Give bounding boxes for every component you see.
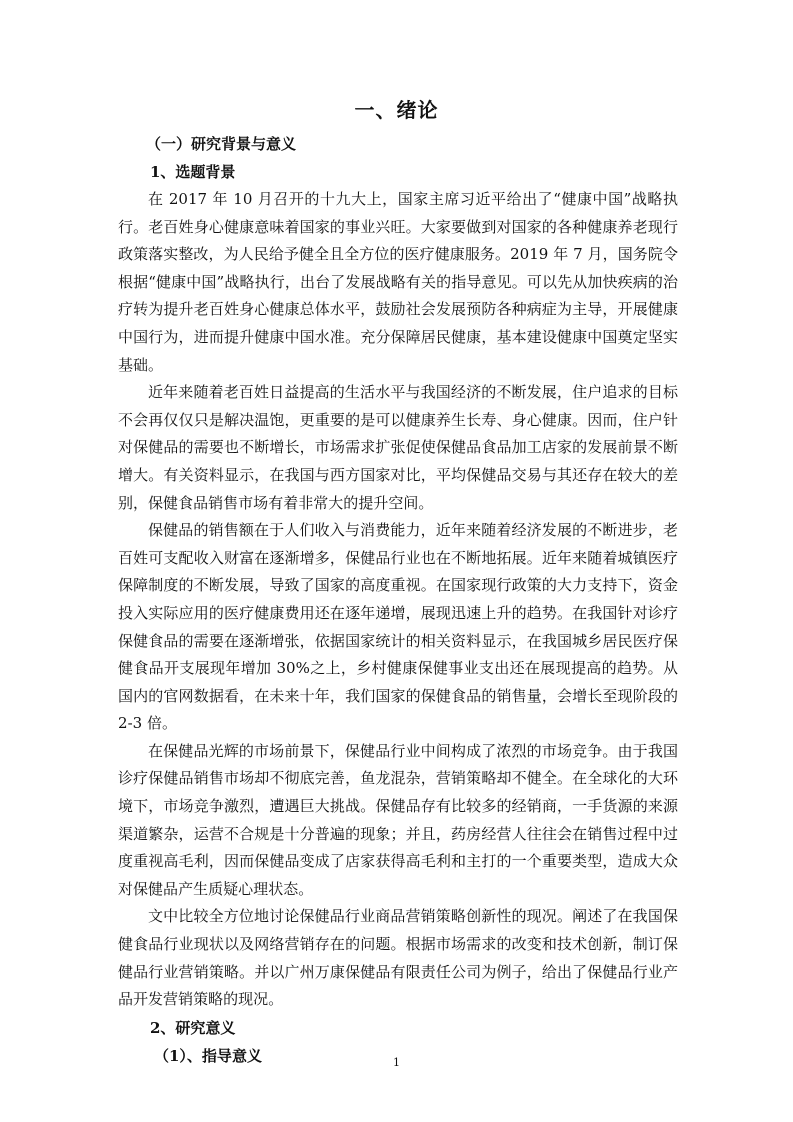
page-number: 1 <box>393 1056 400 1069</box>
subsection-heading-background: 1、选题背景 <box>150 163 236 181</box>
subsubsection-heading-guidance: （1）、指导意义 <box>154 1046 262 1065</box>
paragraph-sales-growth: 保健品的销售额在于人们收入与消费能力，近年来随着经济发展的不断进步，老百姓可支配收入财富在逐渐增多，保健品行业也在不断地拓展。近年来随着城镇医疗保障制度的不断发展，导致了国家的高度重视。在国家现行政策的大力支持下，资金投入实际应用的医疗健康费用还在逐年递增，展现迅速上升的趋势。在我国针对诊疗保健食品的需要在逐渐增张，依据国家统计的相关资料显示，在我国城乡居民医疗保健食品开支展现年增加 30%之上，乡村健康保健事业支出还在展现提高的趋势。从国内的官网数据看，在未来十年，我们国家的保健食品的销售量，会增长至现阶段的 2-3 倍。 <box>118 521 678 733</box>
paragraph-market-competition: 在保健品光辉的市场前景下，保健品行业中间构成了浓烈的市场竞争。由于我国诊疗保健品销售市场却不彻底完善，鱼龙混杂，营销策略却不健全。在全球化的大环境下，市场竞争激烈，遭遇巨大挑战。保健品存有比较多的经销商，一手货源的来源渠道繁杂，运营不合规是十分普遍的现象；并且，药房经营人往往会在销售过程中过度重视高毛利，因而保健品变成了店家获得高毛利和主打的一个重要类型，造成大众对保健品产生质疑心理状态。 <box>118 741 678 898</box>
paragraph-healthy-china: 在 2017 年 10 月召开的十九大上，国家主席习近平给出了“健康中国”战略执行。老百姓身心健康意味着国家的事业兴旺。大家要做到对国家的各种健康养老现行政策落实整改，为人民给予健全且全方位的医疗健康服务。2019 年 7 月，国务院令根据“健康中国”战略执行，出台了发展战略有关的指导意见。可以先从加快疾病的治疗转为提升老百姓身心健康总体水平，鼓励社会发展预防各种病症为主导，开展健康中国行为，进而提升健康中国水准。充分保障居民健康，基本建设健康中国奠定坚实基础。 <box>118 190 678 374</box>
chapter-title: 一、绪论 <box>354 98 439 122</box>
paragraph-living-standard: 近年来随着老百姓日益提高的生活水平与我国经济的不断发展，住户追求的目标不会再仅仅只是解决温饱，更重要的是可以健康养生长寿、身心健康。因而，住户针对保健品的需要也不断增长，市场需求扩张促使保健品食品加工店家的发展前景不断增大。有关资料显示，在我国与西方国家对比，平均保健品交易与其还存在较大的差别，保健食品销售市场有着非常大的提升空间。 <box>118 383 678 512</box>
body-content <box>118 130 678 1070</box>
subsection-heading-significance: 2、研究意义 <box>150 1018 236 1037</box>
section-heading: （一）研究背景与意义 <box>146 135 297 153</box>
paragraph-paper-overview: 文中比较全方位地讨论保健品行业商品营销策略创新性的现况。阐述了在我国保健食品行业现状以及网络营销存在的问题。根据市场需求的改变和技术创新，制订保健品行业营销策略。并以广州万康保健品有限责任公司为例子，给出了保健品行业产品开发营销策略的现况。 <box>118 907 678 1009</box>
